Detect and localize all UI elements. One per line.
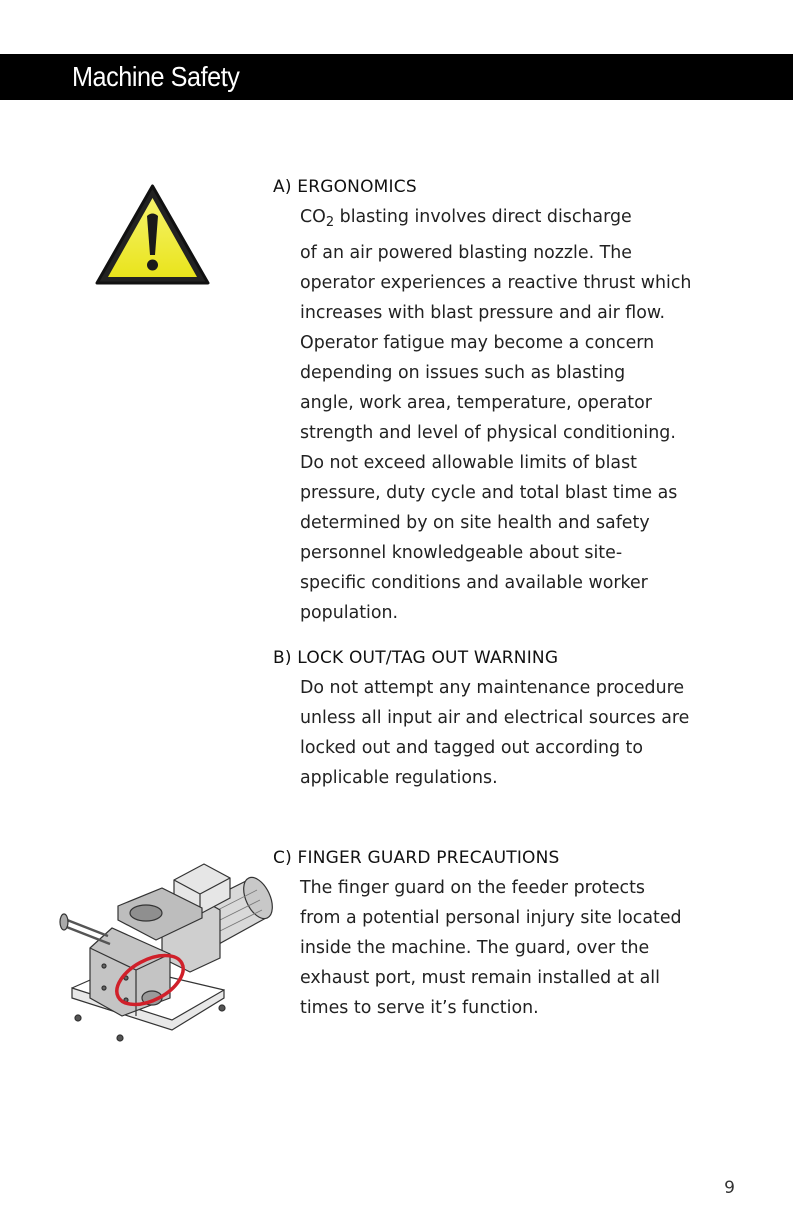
body-line: of an air powered blasting nozzle. The [300, 243, 632, 263]
body-line [300, 202, 691, 238]
body-line: Do not exceed allowable limits of blast [300, 453, 637, 473]
body-line: inside the machine. The guard, over the [300, 938, 650, 958]
section-title: B) LOCK OUT/TAG OUT WARNING [273, 648, 559, 668]
body-line-text: blasting involves direct discharge [334, 207, 632, 227]
body-line: applicable regulations. [300, 768, 498, 788]
body-line: unless all input air and electrical sources are [300, 708, 690, 728]
body-line: Operator fatigue may become a concern [300, 333, 655, 353]
section-title: A) ERGONOMICS [273, 177, 417, 197]
section-body [300, 202, 691, 628]
page-title: Machine Safety [72, 61, 240, 92]
body-line: population. [300, 603, 399, 623]
body-line: specific conditions and available worker [300, 573, 648, 593]
body-line: operator experiences a reactive thrust which [300, 273, 692, 293]
page-number: 9 [724, 1178, 735, 1198]
feeder-machine-illustration [52, 848, 284, 1044]
section-ergonomics [273, 176, 691, 628]
co2-text: CO [300, 207, 326, 227]
co2-subscript: 2 [325, 215, 335, 230]
section-lockout-tagout [273, 647, 689, 793]
body-line: personnel knowledgeable about site- [300, 543, 623, 563]
body-line: increases with blast pressure and air flow. [300, 303, 666, 323]
body-line: pressure, duty cycle and total blast time as [300, 483, 678, 503]
section-finger-guard [273, 847, 682, 1023]
body-line: times to serve it’s function. [300, 998, 539, 1018]
body-line: from a potential personal injury site located [300, 908, 682, 928]
section-body [300, 873, 682, 1023]
body-line: Do not attempt any maintenance procedure [300, 678, 685, 698]
body-line: locked out and tagged out according to [300, 738, 644, 758]
header-bar [0, 54, 793, 100]
body-line: The finger guard on the feeder protects [300, 878, 645, 898]
body-line: strength and level of physical conditioning. [300, 423, 676, 443]
body-line: determined by on site health and safety [300, 513, 650, 533]
warning-triangle-icon [94, 183, 211, 288]
body-line: angle, work area, temperature, operator [300, 393, 652, 413]
section-body [300, 673, 689, 793]
body-line: exhaust port, must remain installed at all [300, 968, 660, 988]
section-title: C) FINGER GUARD PRECAUTIONS [273, 848, 560, 868]
body-line: depending on issues such as blasting [300, 363, 626, 383]
